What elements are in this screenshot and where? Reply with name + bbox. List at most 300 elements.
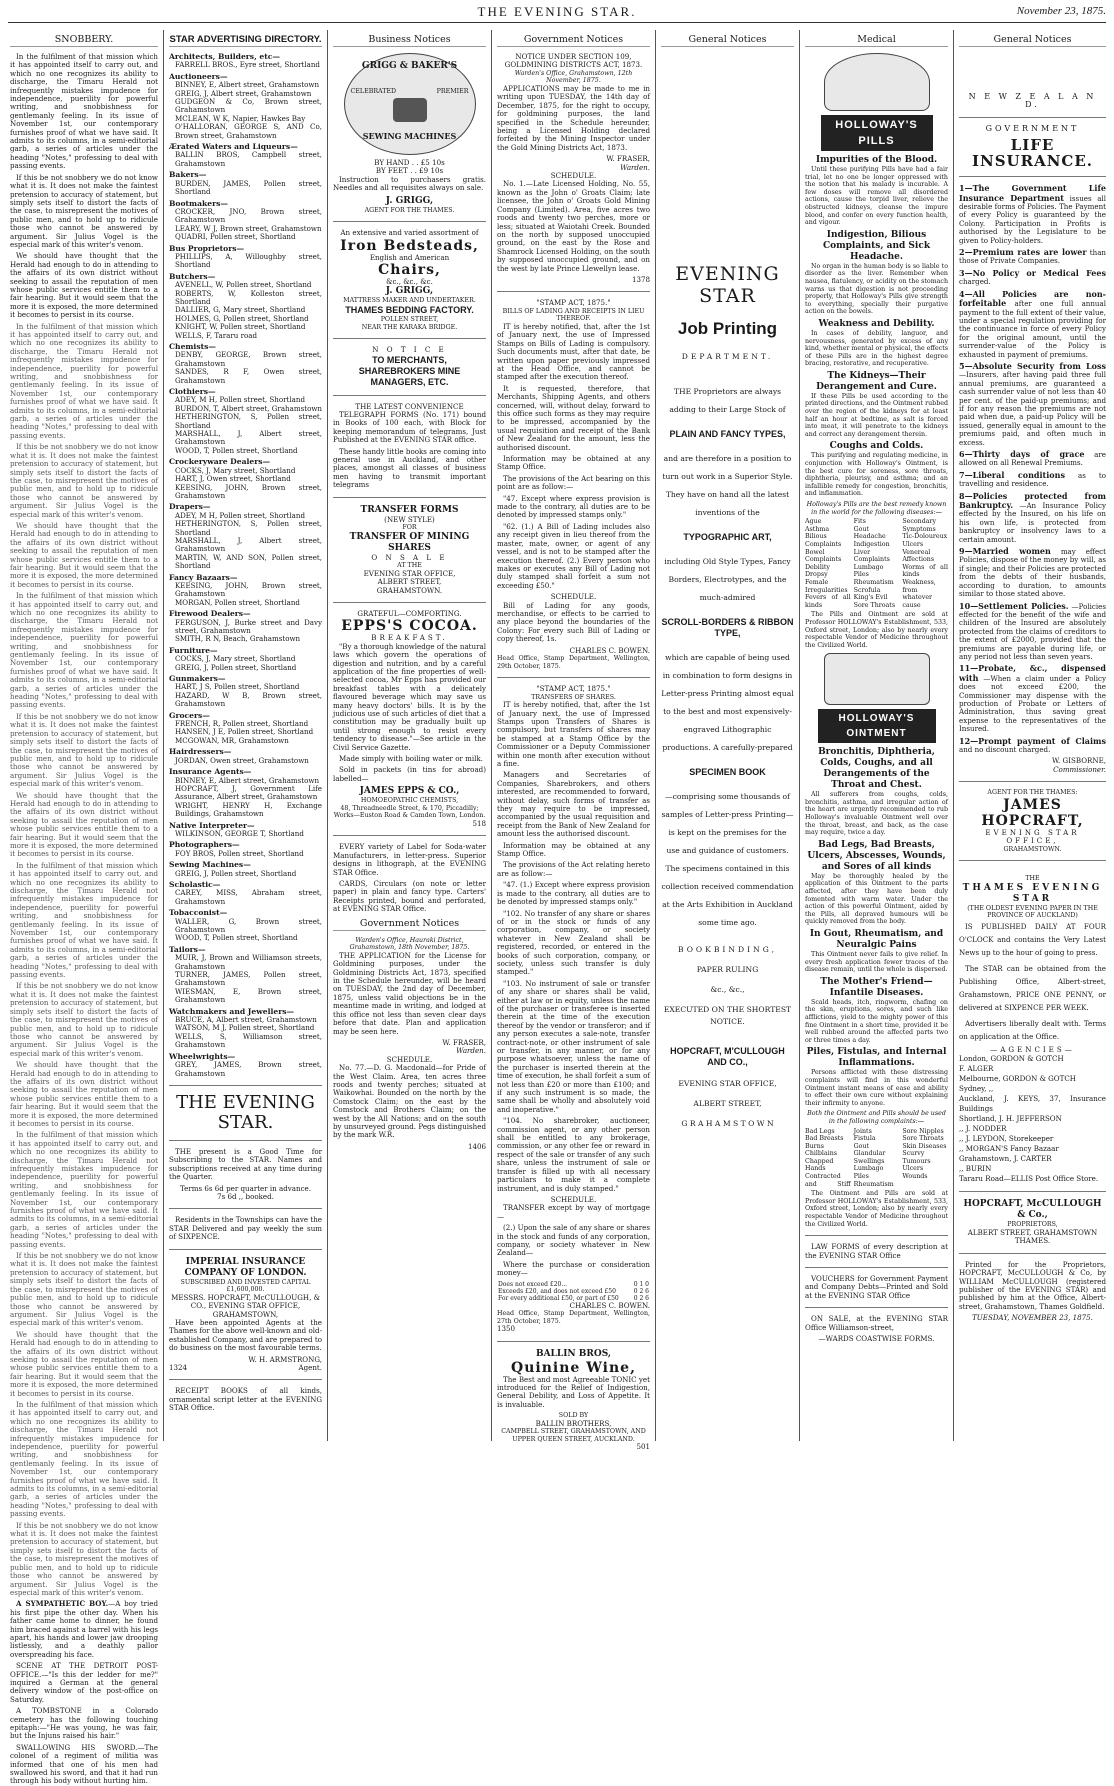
- list-item: Chilblains: [805, 1150, 838, 1158]
- duty-table: [497, 1281, 650, 1302]
- directory-entry: WRIGHT, HENRY H, Exchange Buildings, Grahamstown: [175, 800, 322, 819]
- directory-group: [169, 675, 322, 709]
- new-style: (NEW STYLE): [384, 514, 435, 524]
- directory-group: [169, 503, 322, 570]
- insurance-item-text: —Policies effected for the benefit of the wife and children of the Insured are absolutely protected from the claims of creditors to the extent of £2000, provided that the premiums are payable during life, or any period not less than seven years.: [959, 601, 1106, 661]
- directory-group: [169, 1008, 322, 1050]
- grahamstown: G R A H A M S T O W N: [681, 1119, 774, 1128]
- transfer-text: "103. No instrument of sale or transfer of any share or shares shall be valid, either at law or in equity, unless the name of the purchaser or transferee is inserted therein at the time of the execution thereof by the vendor or transferor; and if any person executes a sale-note, transfer contract-note, or other instrument of sale or transfer, in any manner, or for any purpose whatsoever, unless the name of the purchaser is inserted therein at the time of execution, he shall forfeit a sum of not less than £20 or more than £100; and if any such instrument is so made, the same shall be wholly and absolutely void and inoperative.": [497, 978, 650, 1114]
- column-government-notices: [497, 34, 650, 1452]
- directory-entry: HAZARD, W B, Brown street, Grahamstown: [175, 690, 322, 709]
- sewing-machine-emblem-image: [344, 53, 476, 155]
- albert-street-address: ALBERT STREET, GRAHAMSTOWN THAMES.: [967, 1228, 1098, 1246]
- handy-books-text: These handy little books are coming into general use in Auckland, and other places, amongst all classes of business men having to transmit important telegrams: [333, 446, 486, 490]
- ad-number: 501: [636, 1442, 650, 1452]
- insurance-item: [959, 248, 1106, 266]
- transfer-text: Managers and Secretaries of Companies, Sharebrokers, and others interested, are recommended to forward, without delay, such forms of transfer as they may require to be impressed, accompanied by the usual requisition and receipt from the Bank of New Zealand for amount less the authorised discount.: [497, 770, 650, 839]
- ad-number: 1406: [467, 1141, 486, 1151]
- column-rule: [655, 30, 656, 1441]
- transfer-text: IT is hereby notified, that, after the 1st of January next, the use of Impressed Stamps upon Transfers of Shares is compulsory, but transfers of shares may be stamped at a Stamp Office by the Commissioner or a Deputy Commissioner within one month after execution without a fine.: [497, 700, 650, 768]
- directory-entry: WOOD, T, Pollen street, Shortland: [175, 933, 298, 943]
- bills-of-lading: BILLS OF LADING AND RECEIPTS IN LIEU THEREOF.: [502, 307, 645, 323]
- grigg-name: J. GRIGG,: [385, 195, 434, 206]
- transfers-of-shares: TRANSFERS OF SHARES.: [531, 693, 616, 701]
- insurance-item-title: 12—Prompt payment of Claims: [959, 735, 1106, 746]
- notice-title: NOTICE UNDER SECTION 109, GOLDMINING DISTRICTS ACT, 1873.: [504, 52, 643, 70]
- directory-entry: GREIG, J, Pollen street, Shortland: [175, 868, 297, 878]
- directory-entry: O'HALLORAN, GEORGE S, AND Co, Brown street, Grahamstown: [175, 122, 322, 140]
- directory-group: [169, 1053, 322, 1078]
- agency-entry: ,, BURIN: [959, 1164, 992, 1174]
- english-american: English and American: [369, 252, 450, 262]
- insurance-item-title: 8—Policies protected from Bankruptcy.: [959, 490, 1106, 511]
- directory-entry: QUADRI, Pollen street, Shortland: [175, 232, 296, 242]
- insurance-item-text: charged.: [959, 277, 991, 287]
- ad-number: 1350: [497, 1324, 516, 1334]
- list-item: Rheumatism: [853, 578, 894, 586]
- directory-entry: MARSHALL, J, Albert street, Grahamstown: [175, 429, 322, 447]
- holloways-pills-banner: HOLLOWAY'S PILLS: [821, 115, 933, 151]
- directory-category: Furniture—: [169, 645, 218, 655]
- directory-group: [169, 245, 322, 270]
- insurance-item: [959, 602, 1106, 662]
- list-item: Sore Throats: [902, 1135, 944, 1143]
- directory-group: [169, 458, 322, 500]
- job-printing: Job Printing: [677, 319, 778, 338]
- insurance-item-text: —Insurers, after having paid three full annual premiums, are guaranteed a cash surrender value of not less than 40 per cent. of the paid-up premiums; and if for any reason the premiums are not paid when due, a paid-up Policy will be issued, generally equal in amount to the premiums paid, and often much in excess.: [959, 370, 1106, 447]
- directory-category: Insurance Agents—: [169, 767, 252, 777]
- anecdote-text: A TOMBSTONE in a Colorado cemetery has the following touching epitaph:—"He was young, he was fair, but the Injuns raised his hair.": [10, 1706, 158, 1741]
- directory-entry: MUIR, J, Brown and Williamson streets, Grahamstown: [175, 953, 322, 971]
- epps-text: "By a thorough knowledge of the natural laws which govern the operations of digestion and nutrition, and by a careful application of the fine properties of well-selected cocoa, Mr Epps has provided our breakfast tables with a delicately flavoured beverage which may save us many heavy doctors' bills. It is by the judicious use of such articles of diet that a constitution may be gradually built up until strong enough to resist every tendency to disease."—See article in the Civil Service Gazette.: [333, 641, 486, 752]
- imperial-title: IMPERIAL INSURANCE COMPANY OF LONDON.: [184, 1256, 307, 1278]
- directory-category: Bakers—: [169, 170, 207, 180]
- directory-group: [169, 171, 322, 196]
- insurance-item-text: are allowed on all Renewal Premiums.: [959, 450, 1106, 468]
- insurance-item-title: 1—The Government Life Insurance Department: [959, 183, 1106, 203]
- warden-title: Warden.: [620, 162, 650, 172]
- life-insurance-title: LIFE INSURANCE.: [971, 136, 1094, 171]
- list-item: Tic-Doloureux: [902, 533, 948, 541]
- directory-entry: BINNEY, E, Albert street, Grahamstown: [175, 775, 320, 785]
- on-sale-ad: ON SALE, at the EVENING STAR Office Williamson-street,: [805, 1314, 948, 1332]
- insurance-item-title: 11—Probate, &c., dispensed with: [959, 663, 1106, 683]
- agent-for-thames: AGENT FOR THE THAMES:: [987, 789, 1078, 797]
- section-title: Piles, Fistulas, and Internal Inflammations.: [806, 1047, 947, 1069]
- oldest-paper: (THE OLDEST EVENING PAPER IN THE PROVINCE OF AUCKLAND): [967, 904, 1098, 920]
- directory-entry: BURDON, T, Albert street, Grahamstown: [175, 403, 322, 413]
- directory-group: [169, 574, 322, 608]
- directory-category: Photographers—: [169, 840, 240, 850]
- directory-entry: PHILLIPS, A, Willoughby street, Shortland: [175, 251, 322, 270]
- directory-entry: DENBY, GEORGE, Brown street, Grahamstown: [175, 350, 322, 368]
- wardens-office: Warden's Office, Hauraki District, Grahamstown, 18th November, 1875.: [349, 936, 470, 952]
- head-office: Head Office, Stamp Department, Wellington, 27th October, 1875.: [497, 1309, 650, 1325]
- cards-ad: CARDS, Circulars (on note or letter paper) in plain and fancy type. Carters' Receipts printed, bound and perforated, at EVENING STAR Office.: [333, 879, 486, 914]
- directory-category: Butchers—: [169, 271, 216, 281]
- thames-bedding-factory: THAMES BEDDING FACTORY.: [345, 305, 474, 316]
- holloway-ointment-emblem-image: [824, 653, 930, 705]
- hopcraft-mccullough: HOPCRAFT, McCULLOUGH & Co.,: [963, 1199, 1102, 1221]
- snobbery-paragraph: We should have thought that the Herald had enough to do in attending to the affairs of its own district without seeking to assail the reputation of men whose public services entitle them to a fair hearing. But it would seem that the more it is exposed, the more determined it becomes to persist in its course.: [10, 520, 158, 589]
- directory-entry: WATSON, M J, Pollen street, Shortland: [175, 1023, 315, 1033]
- applications-text: APPLICATIONS may be made to me in writing upon TUESDAY, the 14th day of December, 1875, for the right to occupy, for goldmining purposes, the land specified in the Schedule hereunder, being a Licensed Holding declared forfeited by the Mining Inspector under the Gold Mining Districts Act, 1873.: [497, 84, 650, 152]
- merchants-heading: TO MERCHANTS, SHAREBROKERS MINE MANAGERS, ETC.: [358, 354, 461, 387]
- list-item: Bad Breasts: [805, 1135, 844, 1143]
- directory-entry: SANDES, R F, Owen street, Grahamstown: [175, 367, 322, 385]
- directory-entry: ADEY, M H, Pollen street, Shortland: [175, 395, 305, 405]
- directory-group: [169, 712, 322, 746]
- list-item: Liver Complaints: [853, 548, 890, 564]
- column-rule: [799, 30, 800, 1441]
- directory-entry: WELLS, S, Williamson street, Grahamstown: [175, 1031, 322, 1050]
- directory-category: Clothiers—: [169, 387, 216, 397]
- insurance-item: [959, 492, 1106, 544]
- insurance-item: [959, 471, 1106, 489]
- column-medical: [805, 34, 948, 1441]
- directory-group: [169, 343, 322, 385]
- directory-entry: MCGOWAN, MR, Grahamstown: [175, 735, 289, 745]
- imperial-signature: W. H. ARMSTRONG,: [248, 1354, 322, 1364]
- schedule-text: Bill of Lading for any goods, merchandise, or effects to be carried to any place beyond the boundaries of the Colony: For every such Bill of Lading or copy thereof, 1s.: [497, 600, 650, 644]
- section-title: Coughs and Colds.: [829, 441, 924, 452]
- list-item: Sore Nipples: [902, 1127, 944, 1135]
- directory-entry: MCLEAN, W K, Napier, Hawkes Bay: [175, 113, 306, 123]
- directory-category: Gunmakers—: [169, 674, 226, 684]
- shares: SHARES: [388, 542, 431, 553]
- list-item: Piles: [853, 1173, 869, 1181]
- sold-text: The Ointment and Pills are sold at Professor HOLLOWAY's Establishment, 533, Oxford street, London; also by nearly every respectable Vendor of Medicine throughout the Civilized World.: [805, 1190, 948, 1228]
- stamp-text: It is requested, therefore, that Merchants, Shipping Agents, and others concerned, will, without delay, forward to this office such forms as they may require to be impressed, accompanied by the usual requisition and receipt of the Bank of New Zealand for the amount, less the authorised discount.: [497, 383, 650, 452]
- the-label: THE: [1025, 875, 1040, 883]
- list-item: Tumours: [902, 1157, 931, 1165]
- directory-entry: HART, J S, Pollen street, Shortland: [175, 682, 300, 692]
- directory-entry: HOPCRAFT, J, Government Life Assurance, Albert street, Grahamstown: [175, 783, 322, 802]
- pollen-street: POLLEN STREET,: [380, 316, 439, 324]
- law-forms-ad: LAW FORMS of every description at the EVENING STAR Office: [805, 1242, 948, 1260]
- table-row: [497, 1288, 650, 1295]
- directory-entry: BINNEY, E, Albert street, Grahamstown: [175, 80, 320, 90]
- holloway-emblem-image: [824, 53, 930, 111]
- column-rule: [953, 30, 954, 1441]
- ad-number: 1324: [169, 1363, 188, 1372]
- directory-entry: GREY, JAMES, Brown street, Grahamstown: [175, 1060, 322, 1078]
- epps-sold: Sold in packets (in tins for abroad) labelled—: [333, 765, 486, 783]
- general-notices-heading: General Notices: [959, 34, 1106, 47]
- issue-date: November 23, 1875.: [1016, 5, 1106, 17]
- commissioner-title: Commissioner.: [1053, 764, 1106, 774]
- albert-street: ALBERT STREET,: [693, 1099, 762, 1108]
- directory-entry: ADEY, M H, Pollen street, Shortland: [175, 510, 305, 520]
- directory-group: [169, 748, 322, 765]
- stamp-text: The provisions of the Act bearing on this point are as follow:—: [497, 473, 650, 492]
- directory-category: Architects, Builders, etc—: [169, 52, 280, 61]
- ballin-bros: BALLIN BROS,: [535, 1348, 612, 1359]
- directory-entry: CAREY, MISS, Abraham street, Grahamstown: [175, 888, 322, 906]
- evening-star-office: EVENING STAR OFFICE,: [985, 827, 1080, 846]
- directory-group: [169, 53, 322, 70]
- directory-entry: DALLIER, G, Mary street, Shortland: [175, 305, 306, 315]
- directory-group: [169, 861, 322, 878]
- snobbery-paragraph: In the fulfilment of that mission which it has appointed itself to carry out, and which no one recognizes its ability to discharge, the Timaru Herald not infrequently mistakes impudence for independence, puerility for powerful writing, and snobbishness for gentlemanly feeling. In its issue of November 1st, our contemporary furnishes proof of what we have said. It admits to its columns, in a semi-editorial garb, a series of articles under the heading "Notes," professing to deal with passing events.: [10, 321, 158, 440]
- snobbery-heading: SNOBBERY.: [10, 34, 158, 47]
- agencies-heading: —AGENCIES—: [990, 1045, 1075, 1054]
- commissioner-name: CHARLES C. BOWEN.: [569, 1300, 650, 1310]
- insurance-item: [959, 362, 1106, 447]
- directory-category: Bus Proprietors—: [169, 243, 245, 253]
- quinine-wine: Quinine Wine,: [511, 1359, 636, 1376]
- ad-number: 518: [472, 819, 486, 828]
- section-title: Indigestion, Bilious Complaints, and Sick Headache.: [822, 229, 931, 262]
- including-text: including Old Style Types, Fancy Borders, Electrotypes, and the much-admired: [664, 557, 791, 602]
- price-hand: BY HAND . . £5 10s: [374, 158, 445, 167]
- directory-group: [169, 200, 322, 242]
- insurance-item-text: as to travelling and residence.: [959, 470, 1106, 489]
- directory-entry: AVENELL, W, Pollen street, Shortland: [175, 280, 312, 290]
- insurance-item-text: than those of Private Companies.: [959, 248, 1106, 266]
- directory-category: Ærated Waters and Liqueurs—: [169, 142, 298, 152]
- snobbery-paragraph: In the fulfilment of that mission which it has appointed itself to carry out, and which no one recognizes its ability to discharge, the Timaru Herald not infrequently mistakes impudence for independence, puerility for powerful writing, and snobbishness for gentlemanly feeling. In its issue of November 1st, our contemporary furnishes proof of what we have said. It admits to its columns, in a semi-editorial garb, a series of articles under the heading "Notes," professing to deal with passing events.: [10, 591, 158, 710]
- hopcraft-mccullough: HOPCRAFT, M'CULLOUGH AND CO.,: [670, 1046, 785, 1067]
- snobbery-paragraph: In the fulfilment of that mission which it has appointed itself to carry out, and which no one recognizes its ability to discharge, the Timaru Herald not infrequently mistakes impudence for independence, puerility for powerful writing, and snobbishness for gentlemanly feeling. In its issue of November 1st, our contemporary furnishes proof of what we have said. It admits to its columns, in a semi-editorial garb, a series of articles under the heading "Notes," professing to deal with passing events.: [10, 1399, 158, 1519]
- insurance-item: [959, 290, 1106, 359]
- section-text: In cases of debility, languor, and nervousness, generated by excess of any kind, whether mental or physical, the effects of these Pills are in the highest degree bracing, restorative, and recuperative.: [805, 329, 948, 368]
- schedule-text: No. 1.—Late Licensed Holding, No. 55, known as the John o' Groats Claim; late licensee, the John o' Groats Gold Mining Company (Limited). Area, five acres two roods and twenty two perches, more or less; situated at Waiotahi Creek. Bounded on the north by supposed unoccupied ground, on the east by the Rose and Shamrock Licensed Holding, on the south by supposed unoccupied ground, and on the west by late Prince Llewellyn lease.: [497, 179, 650, 273]
- list-item: King's Evil: [853, 594, 888, 602]
- anecdote-text: SWALLOWING HIS SWORD.—The colonel of a regiment of militia was informed that one of his men had swallowed his sword, and that it had run through his body without hurting him.: [10, 1742, 158, 1786]
- directory-group: [169, 647, 322, 672]
- table-row: [497, 1281, 650, 1288]
- typographic-art: TYPOGRAPHIC ART,: [683, 532, 772, 542]
- government-notices-heading: Government Notices: [333, 918, 486, 931]
- instruction-text: Instruction to purchasers gratis. Needles and all requisites always on sale.: [333, 174, 486, 193]
- directory-entry: KEESING, JOHN, Brown street, Grahamstown: [175, 580, 322, 599]
- directory-entry: GREIG, J, Albert street, Grahamstown: [175, 88, 312, 98]
- list-item: Gout: [853, 525, 870, 533]
- transfer-forms-heading: TRANSFER FORMS: [360, 504, 459, 515]
- near-bridge: NEAR THE KARAKA BRIDGE.: [361, 323, 458, 331]
- directory-entry: MORGAN, Pollen street, Shortland: [175, 597, 300, 607]
- warden-name: W. FRASER,: [606, 154, 650, 164]
- directory-entry: WALLER, G, Brown street, Grahamstown: [175, 916, 322, 934]
- column-business-notices: [333, 34, 486, 1441]
- schedule-heading: SCHEDULE.: [386, 1054, 433, 1064]
- snobbery-paragraph: If this be not snobbery we do not know what it is. It does not make the faintest pretension to accuracy of statement, but simply sets itself to distort the facts of the case, to misrepresent the motives of public men, and to hold up to ridicule those who cannot be answered by argument. Sir Julius Vogel is the especial mark of this writer's venom.: [10, 1251, 158, 1328]
- evening-star-title: THE EVENING STAR.: [176, 1091, 315, 1133]
- business-notices-heading: Business Notices: [333, 34, 486, 47]
- list-item: Indigestion: [853, 540, 890, 548]
- section-text: May be thoroughly healed by the application of this Ointment to the parts affected, after they have been duly fomented with warm water. Under the action of this powerful Ointment, aided by the Pills, all depraved humours will be quickly removed from the body.: [805, 872, 948, 926]
- plain-fancy-types: PLAIN AND FANCY TYPES,: [669, 429, 786, 439]
- page-header: [8, 4, 1106, 23]
- emblem-text: SEWING MACHINES: [362, 131, 457, 141]
- list-item: Venereal Affections: [902, 548, 935, 564]
- directory-entry: MARSHALL, J, Albert street, Grahamstown: [175, 535, 322, 554]
- paper-ruling: PAPER RULING: [696, 965, 759, 974]
- section-text: No organ in the human body is so liable to disorder as the liver. Remember when nausea, flatulency, or acidity on the stomach warns us that digestion is not proceeding properly, that Holloway's Pills give strength to everything, specially their purgative action on the bowels.: [805, 262, 948, 316]
- list-item: Skin Diseases: [902, 1142, 947, 1150]
- epps-cocoa: EPPS'S COCOA.: [341, 618, 478, 635]
- snobbery-paragraph: If this be not snobbery we do not know what it is. It does not make the faintest pretension to accuracy of statement, but simply sets itself to distort the facts of the case, to misrepresent the motives of public men, and to hold up to ridicule those who cannot be answered by argument. Sir Julius Vogel is the especial mark of this writer's venom.: [10, 981, 158, 1058]
- at-the: AT THE: [397, 562, 422, 570]
- directory-entry: KEESING, JOHN, Brown street, Grahamstown: [175, 482, 322, 500]
- government: GOVERNMENT: [985, 123, 1080, 133]
- section-text: Persons afflicted with these distressing complaints will find in this wonderful Ointment instant means of ease and ability to effect their own cure without explaining their infirmity to anyone.: [805, 1069, 948, 1107]
- list-item: Glandular Swellings: [853, 1150, 886, 1165]
- insurance-item-title: 10—Settlement Policies.: [959, 600, 1069, 611]
- application-text: THE APPLICATION for the License for Goldmining purposes, under the Goldmining Districts Act, 1873, specified in the Schedule hereunder, will be heard on TUESDAY, the 2nd day of December, 1875, unless valid objections be in the meantime made in writing, and lodged at this office not less than seven clear days before that date. Plan and application may be seen here.: [333, 950, 486, 1036]
- section-text: All sufferers from coughs, colds, bronchitis, asthma, and irregular action of the heart are urgently recommended to rub Holloway's invaluable Ointment well over the throat, breast, and back, as the case may require, twice a day.: [805, 791, 948, 837]
- snobbery-paragraph: If this be not snobbery we do not know what it is. It does not make the faintest pretension to accuracy of statement, but simply sets itself to distort the facts of the case, to misrepresent the motives of public men, and to hold up to ridicule those who cannot be answered by argument. Sir Julius Vogel is the especial mark of this writer's venom.: [10, 442, 158, 519]
- directory-category: Wheelwrights—: [169, 1051, 236, 1061]
- transfer-text: The provisions of the Act relating hereto are as follow:—: [497, 860, 650, 878]
- receipt-books-ad: RECEIPT BOOKS of all kinds, ornamental script letter at the EVENING STAR Office.: [169, 1386, 322, 1413]
- directory-entry: SMITH, R N, Beach, Grahamstown: [175, 634, 301, 644]
- directory-list: [169, 53, 322, 1078]
- published-daily: IS PUBLISHED DAILY AT FOUR O'CLOCK and contains the Very Latest News up to the hour of going to press.: [959, 922, 1106, 957]
- agency-entry: Grahamstown, J. CARTER: [959, 1154, 1052, 1164]
- wardens-office: Warden's Office, Grahamstown, 12th November, 1875.: [514, 69, 633, 85]
- grateful-comforting: GRATEFUL—COMFORTING.: [357, 608, 462, 618]
- directory-category: Crockeryware Dealers—: [169, 457, 271, 467]
- list-item: Chapped Hands: [805, 1157, 834, 1173]
- stamp-act-heading: "STAMP ACT, 1875.": [536, 684, 611, 694]
- directory-entry: HETHERINGTON, S, Pollen street, Shortland: [175, 519, 322, 537]
- remedy-intro: Holloway's Pills are the best remedy known in the world for the following diseases:—: [806, 501, 947, 516]
- directory-entry: COCKS, J, Mary street, Shortland: [175, 654, 296, 664]
- list-item: Ague: [805, 518, 822, 526]
- agency-entry: Shortland, J. H. JEFFERSON: [959, 1114, 1062, 1124]
- directory-group: [169, 143, 322, 168]
- directory-group: [169, 909, 322, 943]
- agency-entry: Melbourne, GORDON & GOTCH: [959, 1074, 1076, 1084]
- proprietors: PROPRIETORS,: [1007, 1221, 1058, 1229]
- directory-entry: WIESMAN, E, Brown street, Grahamstown: [175, 986, 322, 1005]
- newspaper-title: THE EVENING STAR.: [477, 4, 637, 19]
- section-text: Scald heads, itch, ringworm, chafing on the skin, eruptions, sores, and such like afflictions, yield to the mighty power of this fine Ointment in a short time, provided it be well rubbed around the affected parts two or three times a day.: [805, 998, 948, 1044]
- insurance-items: [959, 184, 1106, 754]
- insurance-item: [959, 269, 1106, 287]
- schedule-text: No. 77.—D. G. Macdonald—for Pride of the West Claim. Area, ten acres three roods and twenty perches; situated at Waikowhai. Bounded on the north by the Comstock Claim; on the east by the Comstock and Brothers Claim; on the west by the All Nations; and on the south by unsurveyed ground. Pegs distinguished by the mark W.R.: [333, 1063, 486, 1140]
- agency-entry: ,, J. LEYDON, Storekeeper: [959, 1134, 1054, 1144]
- directory-entry: FRENCH, R, Pollen street, Shortland: [175, 719, 309, 729]
- list-item: Burns: [805, 1142, 824, 1150]
- etc: &c., &c., &c.: [386, 277, 433, 287]
- insurance-item-text: issues all desirable forms of Policies. The Payment of every Policy is guaranteed by the Colony. Participation in Profits is authorised by the Legislature to be given to Policy-holders.: [959, 193, 1106, 245]
- list-item: Secondary Symptoms: [902, 518, 937, 533]
- imperial-capital: SUBSCRIBED AND INVESTED CAPITAL £1,600,000.: [180, 1278, 311, 1294]
- insurance-item-title: 9—Married women: [959, 546, 1051, 557]
- label-ad: EVERY variety of Label for Soda-water Manufacturers, in letter-press. Superior designs in lithograph, at the EVENING STAR Office.: [333, 842, 486, 877]
- stamp-text: Information may be obtained at any Stamp Office.: [497, 454, 650, 472]
- stamp-text: "47. Except where express provision is made to the contrary, all duties are to be denoted by impressed stamps only.": [497, 493, 650, 520]
- complaint-list: [805, 1128, 948, 1189]
- list-item: Female Irregularities: [805, 578, 848, 594]
- evening-star-office: EVENING STAR OFFICE,: [363, 568, 456, 578]
- advertisers: Advertisers liberally dealt with. Terms on application at the Office.: [959, 1019, 1106, 1041]
- section-text: This purifying and regulating medicine, in conjunction with Holloway's Ointment, is the best cure for soreness, sore throats, diphtheria, pleurisy, and asthma; and an infallible remedy for congestion, bronchitis, and inflammation.: [805, 452, 948, 498]
- directory-entry: WILKINSON, GEORGE T, Shortland: [175, 828, 304, 838]
- schedule-heading: SCHEDULE.: [550, 171, 597, 181]
- directory-group: [169, 881, 322, 906]
- section-title: The Mother's Friend—Infantile Diseases.: [820, 976, 933, 998]
- anecdote-title: A SYMPATHETIC BOY.: [16, 1599, 109, 1609]
- directory-category: Hairdressers—: [169, 747, 232, 757]
- list-item: Contracted and Stiff Joints: [805, 1127, 872, 1188]
- commissioner-name: W. GISBORNE,: [1051, 756, 1106, 766]
- comprising-text: —comprising some thousands of samples of Letter-press Printing—is kept on the premises for the use and guidance of customers. The specimens contained in this collection received commendation at the Arts Exhibition in Auckland some time ago.: [661, 792, 794, 927]
- grahamstown: GRAHAMSTOWN.: [376, 585, 443, 595]
- snobbery-paragraph: In the fulfilment of that mission which it has appointed itself to carry out, and which no one recognizes its ability to discharge, the Timaru Herald not infrequently mistakes impudence for independence, puerility for powerful writing, and snobbishness for gentlemanly feeling. In its issue of November 1st, our contemporary furnishes proof of what we have said. It admits to its columns, in a semi-editorial garb, a series of articles under the heading "Notes," professing to deal with passing events.: [10, 860, 158, 980]
- snobbery-paragraph: If this be not snobbery we do not know what it is. It does not make the faintest pretension to accuracy of statement, but simply sets itself to distort the facts of the case, to misrepresent the motives of public men, and to hold up to ridicule those who cannot be answered by argument. Sir Julius Vogel is the especial mark of this writer's venom.: [10, 711, 158, 789]
- duty-amount: 0 2 6: [633, 1294, 649, 1302]
- evening-star-banner: EVENING STAR: [675, 263, 780, 307]
- directory-group: [169, 610, 322, 644]
- duty-label: Does not exceed £20...: [498, 1280, 568, 1288]
- chairs: Chairs,: [378, 262, 441, 279]
- insurance-item-title: 5—Absolute Security from Loss: [959, 360, 1106, 371]
- list-item: Worms of all kinds: [902, 563, 948, 579]
- insurance-item-title: 6—Thirty days of grace: [959, 449, 1085, 459]
- agencies-list: [959, 1054, 1106, 1184]
- directory-group: [169, 273, 322, 340]
- homoeopathic: HOMOEOPATHIC CHEMISTS,: [360, 797, 459, 805]
- commissioner-name: CHARLES C. BOWEN.: [569, 645, 650, 655]
- agency-entry: ,, J. NODDER: [959, 1124, 1007, 1134]
- insurance-item-text: —When a claim under a Policy does not exceed £200, the Commissioner may dispense with the production of Probate or Letters of Administration, thus saving great expense to the representatives of the Insured.: [959, 673, 1106, 734]
- agent-thames: AGENT FOR THE THAMES.: [364, 206, 455, 214]
- list-item: Dropsy: [805, 571, 828, 579]
- directory-category: Firewood Dealers—: [169, 609, 251, 619]
- breakfast: BREAKFAST.: [371, 633, 448, 643]
- directory-entry: CROCKER, JNO, Brown street, Grahamstown: [175, 206, 322, 225]
- duty-label: Exceeds £20, and does not exceed £50: [498, 1287, 616, 1295]
- imperial-agent-label: Agent.: [298, 1363, 322, 1372]
- directory-entry: LEARY, W J, Brown street, Grahamstown: [175, 223, 322, 233]
- directory-entry: HETHERINGTON, S, Pollen street, Shortland: [175, 412, 322, 430]
- vouchers-ad: VOUCHERS for Government Payment and Company Debts—Printed and Sold at the EVENING STAR Office: [805, 1274, 948, 1300]
- snobbery-paragraph: We should have thought that the Herald had enough to do in attending to the affairs of its own district without seeking to assail the reputation of men whose public services entitle them to a fair hearing. But it would seem that the more it is exposed, the more determined it becomes to persist in its course.: [10, 1060, 158, 1128]
- list-item: Debility: [805, 563, 830, 571]
- list-item: Weakness, from whatever cause: [902, 578, 936, 609]
- anecdote-text: SCENE AT THE DETROIT POST-OFFICE.—"Is this der ledder for me?" inquired a German at the general delivery window of the post-office on Saturday.: [10, 1661, 158, 1704]
- list-item: Bilious Complaints: [805, 533, 842, 548]
- notice-heading: N O T I C E: [372, 345, 447, 355]
- albert-street: ALBERT STREET,: [377, 577, 442, 587]
- directory-category: Scholastic—: [169, 879, 221, 889]
- insurance-item: [959, 184, 1106, 245]
- list-item: Lumbago: [853, 1165, 884, 1173]
- section-title: Weakness and Debility.: [818, 318, 935, 329]
- schedule-text: TRANSFER except by way of mortgage—: [497, 1203, 650, 1221]
- ballin-brothers: BALLIN BROTHERS,: [535, 1418, 612, 1428]
- general-notices-heading: General Notices: [661, 34, 794, 47]
- snobbery-paragraph: If this be not snobbery we do not know what it is. It does not make the faintest pretension to accuracy of statement, but simply sets itself to distort the facts of the case, to misrepresent the motives of public men, and to hold up to ridicule those who cannot be answered by argument. Sir Julius Vogel is the especial mark of this writer's venom.: [10, 172, 158, 249]
- specimen-book: SPECIMEN BOOK: [689, 767, 766, 777]
- column-rule: [491, 30, 492, 1441]
- government-notices-heading: Government Notices: [497, 34, 650, 47]
- schedule-text: Where the purchase or consideration money—: [497, 1259, 650, 1278]
- directory-category: Fancy Bazaars—: [169, 572, 238, 582]
- directory-category: Tobacconist—: [169, 908, 228, 918]
- directory-entry: WOOD, T, Pollen street, Shortland: [175, 445, 298, 455]
- new-zealand: N E W Z E A L A N D.: [968, 92, 1097, 110]
- insurance-item-text: after one full annual payment to the full extent of their value, under a special regulation providing for the continuance in force of every Policy for the original amount, until the surrender-value of the Policy is exhausted in payment of premiums.: [959, 299, 1106, 359]
- column-job-printing: [661, 34, 794, 1441]
- warden-name: W. FRASER,: [442, 1037, 486, 1047]
- column-rule: [327, 30, 328, 1441]
- directory-entry: GUDGEON & Co, Brown street, Grahamstown: [175, 97, 322, 115]
